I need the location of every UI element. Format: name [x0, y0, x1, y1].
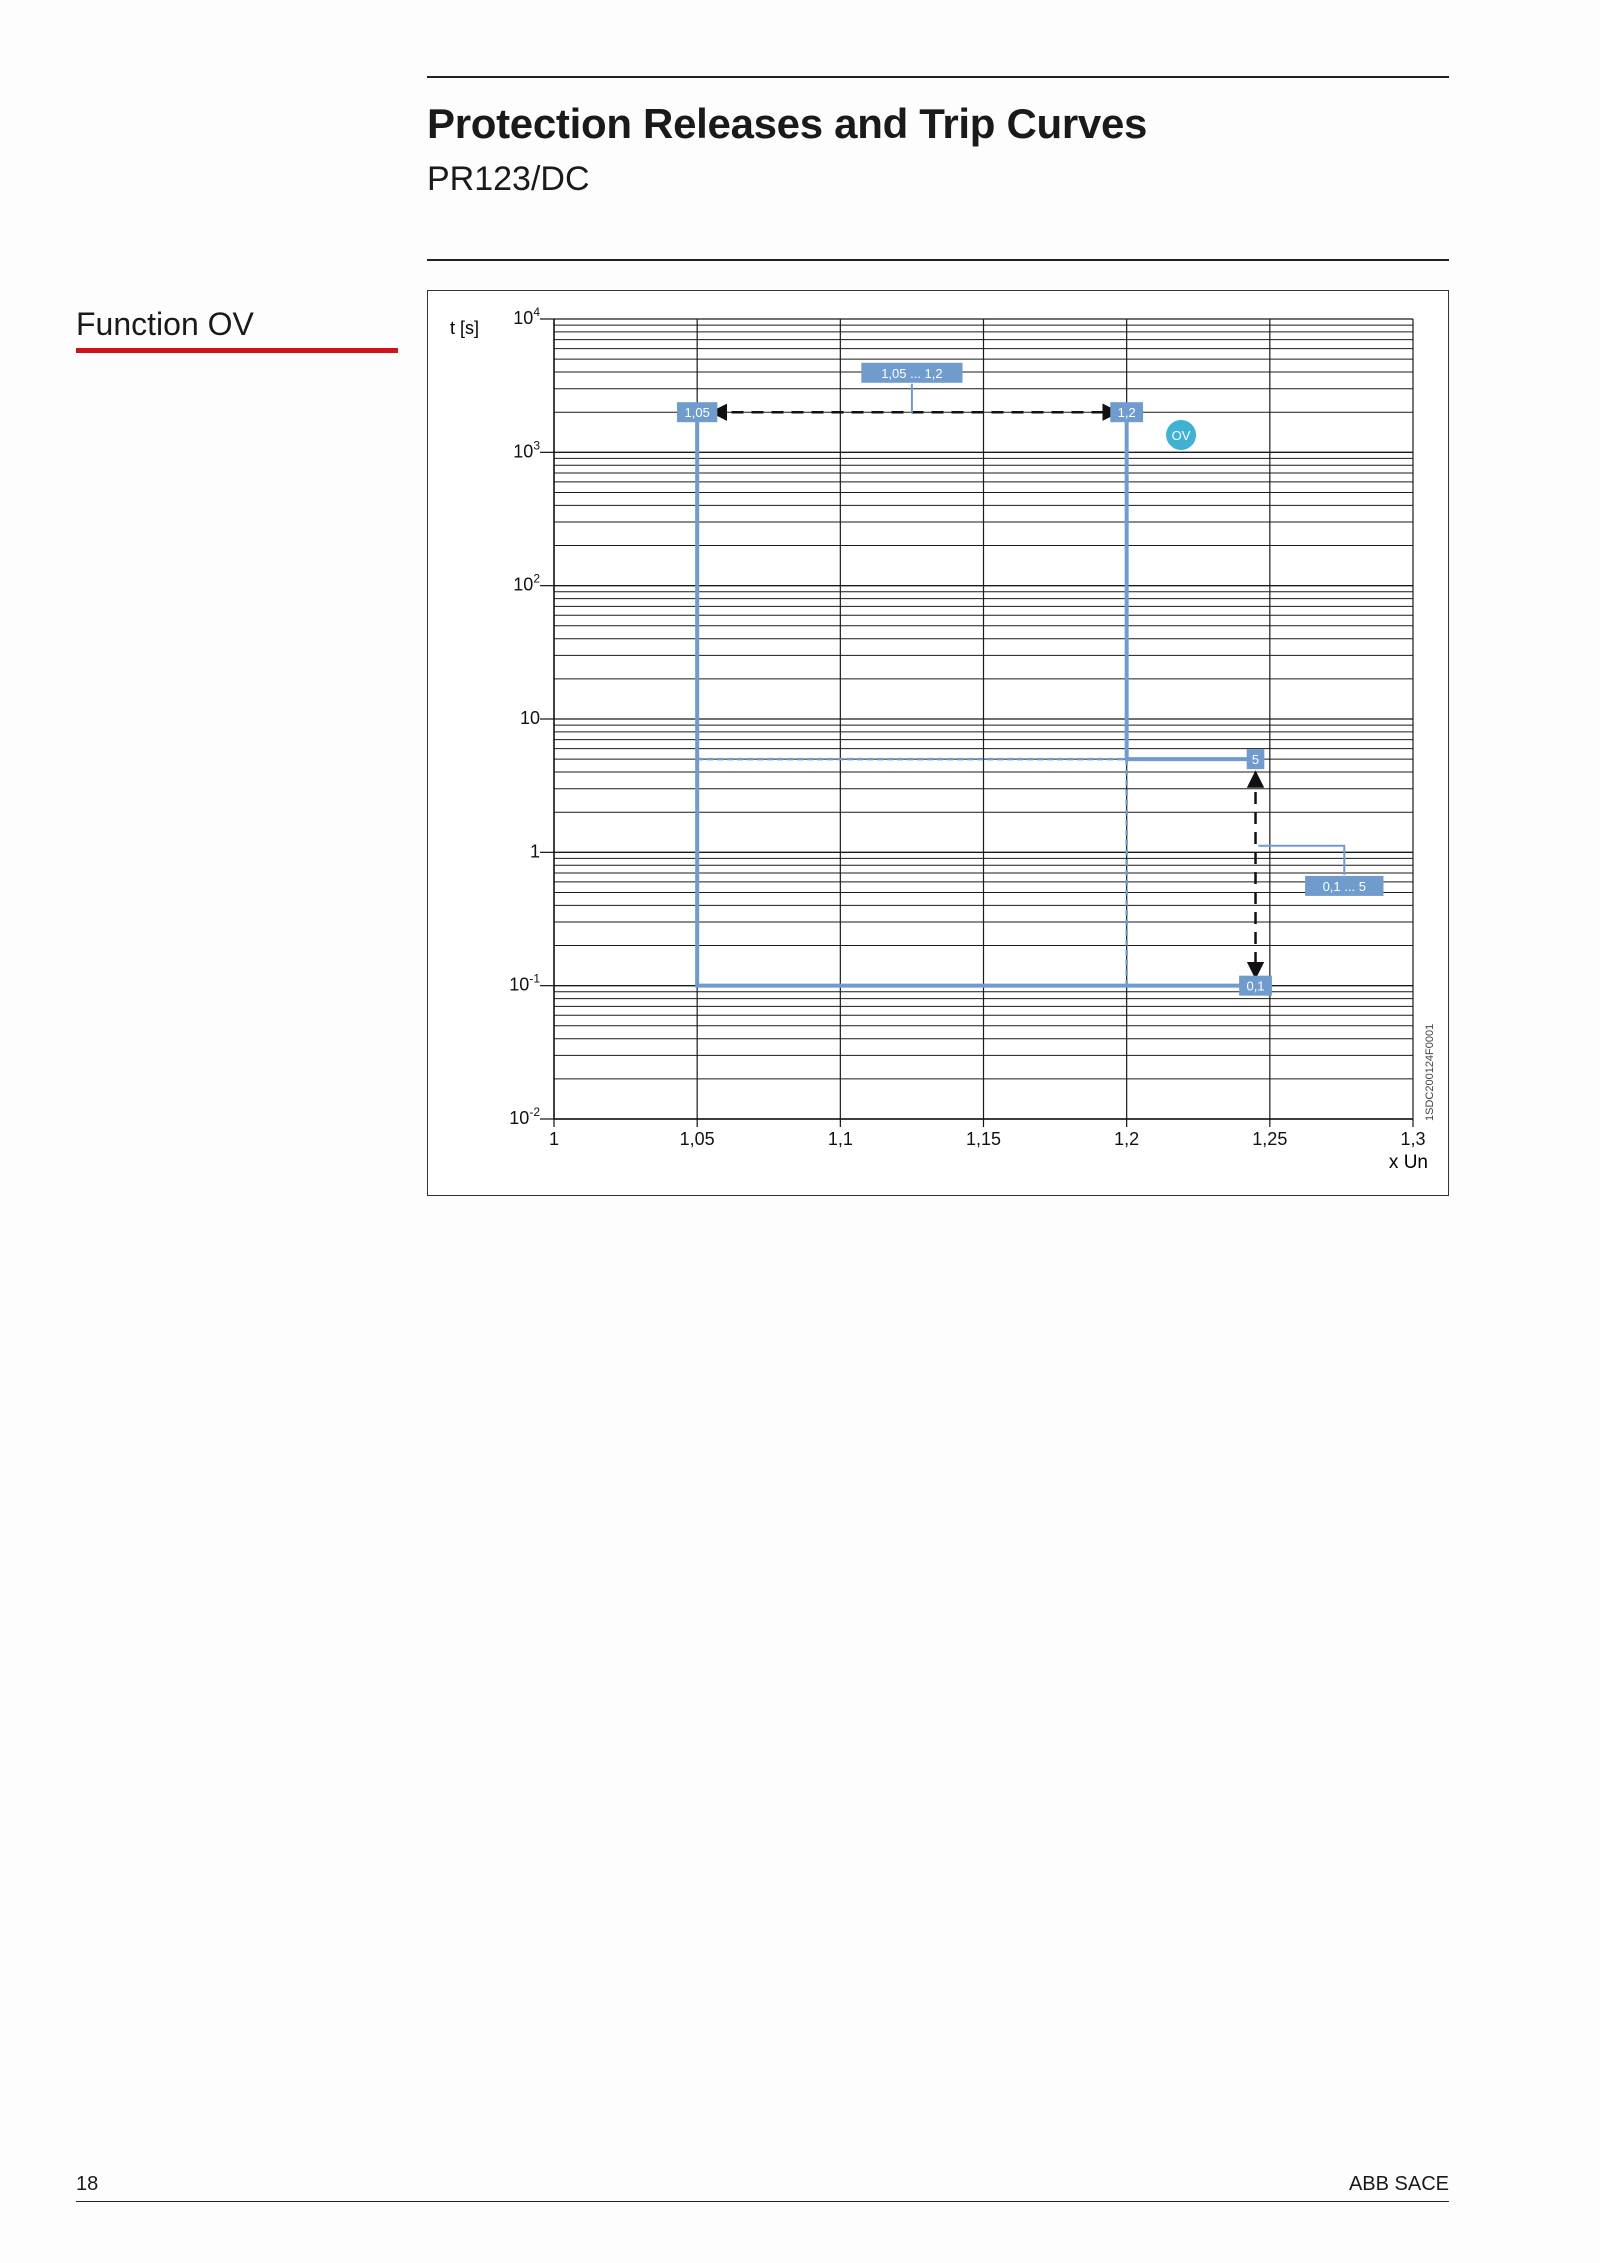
x-tick-label: 1,1 — [827, 1129, 853, 1149]
curve-annotation: 0,1 — [1246, 978, 1265, 994]
page-subtitle: PR123/DC — [427, 160, 590, 198]
y-tick-label: $10^2$ — [513, 571, 540, 595]
page-number: 18 — [76, 2173, 99, 2195]
curve-annotation: 1,05 ... 1,2 — [881, 365, 943, 381]
trip-curve — [697, 412, 1255, 985]
x-tick-label: 1 — [548, 1129, 560, 1149]
section-underline — [76, 348, 398, 353]
footer-rule — [76, 2201, 1449, 2202]
y-axis-label: t [s] — [450, 318, 480, 338]
curve-annotation: 0,1 ... 5 — [1322, 878, 1366, 894]
function-badge-label: OV — [1171, 427, 1191, 443]
curve-annotation: 1,2 — [1117, 405, 1136, 421]
page-title: Protection Releases and Trip Curves — [427, 100, 1148, 147]
leader-line — [1258, 846, 1344, 875]
curve-series-dashed — [697, 759, 1127, 986]
x-tick-label: 1,2 — [1114, 1129, 1140, 1149]
chart-svg — [428, 291, 1448, 1195]
y-tick-label: 1 — [529, 841, 540, 862]
x-tick-label: 1,3 — [1400, 1129, 1426, 1149]
curve-series — [697, 412, 1255, 985]
curve-annotation: 5 — [1251, 752, 1260, 768]
y-tick-label: $10^{-1}$ — [509, 971, 540, 995]
x-tick-label: 1,15 — [965, 1129, 1002, 1149]
y-tick-label: $10^4$ — [513, 305, 540, 328]
section-title: Function OV — [76, 306, 254, 342]
axes — [509, 305, 1425, 1149]
y-tick-label: $10^{-2}$ — [509, 1105, 540, 1128]
figure-code: 1SDC200124F0001 — [1424, 1023, 1436, 1121]
trip-curve-chart — [427, 290, 1449, 1196]
x-tick-label: 1,25 — [1252, 1129, 1288, 1149]
y-tick-label: 10 — [519, 708, 540, 728]
x-tick-label: 1,05 — [679, 1129, 715, 1149]
y-tick-label: $10^3$ — [513, 438, 540, 462]
curve-annotation: 1,05 — [684, 405, 710, 421]
header-bottom-rule — [427, 259, 1449, 261]
x-axis-label: x Un — [1388, 1152, 1428, 1173]
grid — [554, 319, 1413, 1119]
top-rule — [427, 76, 1449, 78]
footer-brand: ABB SACE — [1348, 2173, 1449, 2195]
